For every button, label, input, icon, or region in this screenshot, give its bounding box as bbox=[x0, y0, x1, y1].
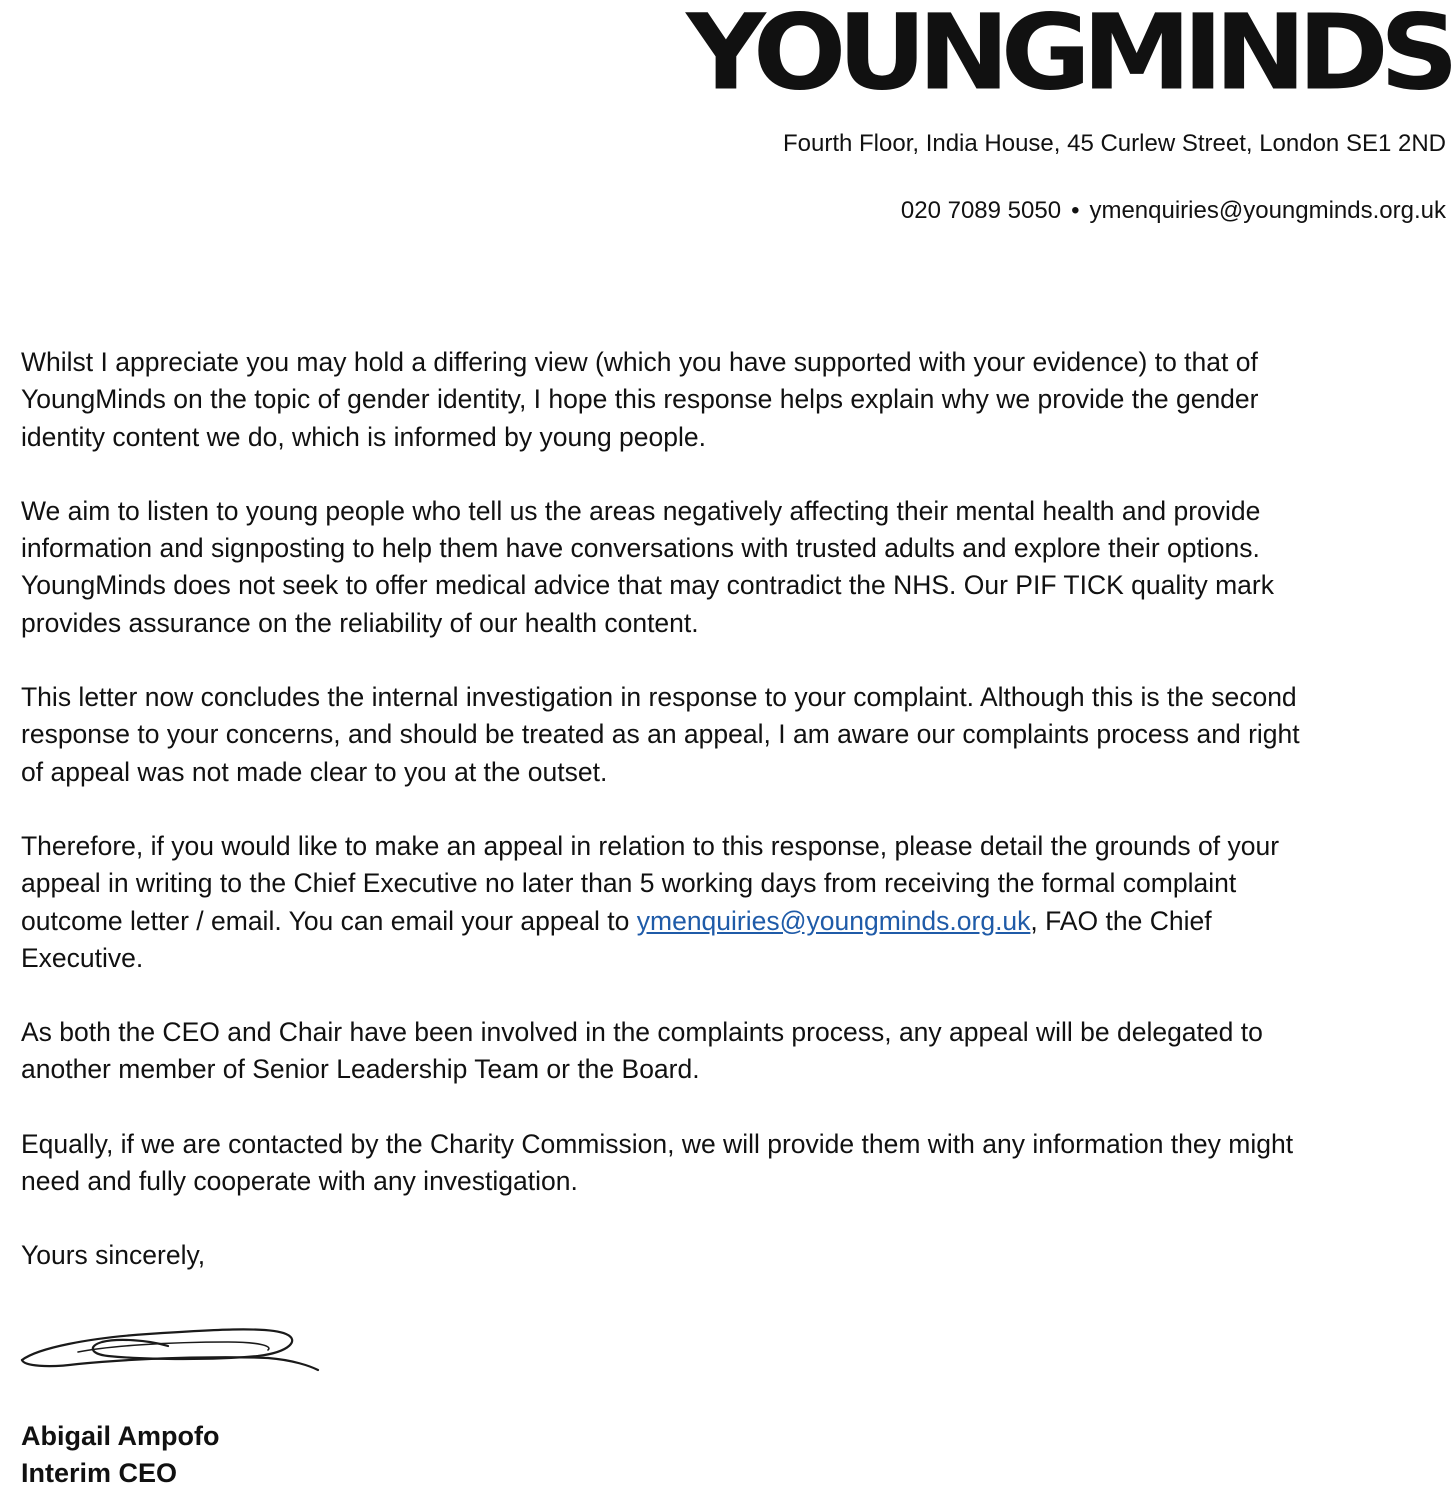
phone-number: 020 7089 5050 bbox=[900, 197, 1062, 224]
signatory-block bbox=[21, 1418, 219, 1492]
appeal-text-end: , FAO the Chief Executive. bbox=[21, 905, 1212, 973]
handwritten-signature bbox=[18, 1312, 323, 1382]
bullet-separator: • bbox=[1071, 197, 1080, 224]
paragraph-appeal-delegation: As both the CEO and Chair have been involved in the complaints process, any appeal will be delegated to another member of Senior Leadership Team or the Board. bbox=[21, 1017, 1263, 1085]
appeal-text-start: Therefore, if you would like to make an appeal in relation to this response, please detail the grounds of your appeal in writing to the Chief Executive no later than 5 working days from receiving the formal complaint outcome letter / email. You can email your appeal to bbox=[21, 830, 1280, 936]
organisation-address: Fourth Floor, India House, 45 Curlew Street, London SE1 2ND bbox=[782, 130, 1446, 157]
signatory-title: Interim CEO bbox=[21, 1458, 178, 1488]
closing-salutation: Yours sincerely, bbox=[21, 1240, 206, 1271]
contact-email: ymenquiries@youngminds.org.uk bbox=[1089, 197, 1446, 224]
contact-line bbox=[901, 195, 1446, 227]
paragraph-investigation-conclusion: This letter now concludes the internal investigation in response to your complaint. Although this is the second response to your concerns, and should be treated as an appeal, I am aware our complaints process and right of appeal was not made clear to you at the outset. bbox=[21, 682, 1300, 787]
paragraph-charity-commission: Equally, if we are contacted by the Charity Commission, we will provide them with any information they might need and fully cooperate with any investigation. bbox=[21, 1128, 1294, 1197]
letter-body bbox=[21, 344, 1311, 1312]
appeal-email-link[interactable]: ymenquiries@youngminds.org.uk bbox=[636, 905, 1031, 936]
paragraph-gender-identity-view: Whilst I appreciate you may hold a differing view (which you have supported with your evidence) to that of YoungMinds on the topic of gender identity, I hope this response helps explain why we provide the gender identity content we do, which is informed by young people. bbox=[21, 347, 1259, 452]
youngminds-logo: YOUNGMINDS bbox=[686, 0, 1450, 114]
paragraph-listening-to-young-people: We aim to listen to young people who tell us the areas negatively affecting their mental health and provide information and signposting to help them have conversations with trusted adults and explore their options. YoungMinds does not seek to offer medical advice that may contradict the NHS. Our PIF TICK quality mark provides assurance on the reliability of our health content. bbox=[21, 495, 1274, 638]
signatory-name: Abigail Ampofo bbox=[21, 1421, 220, 1451]
paragraph-appeal-instructions bbox=[21, 828, 1311, 977]
